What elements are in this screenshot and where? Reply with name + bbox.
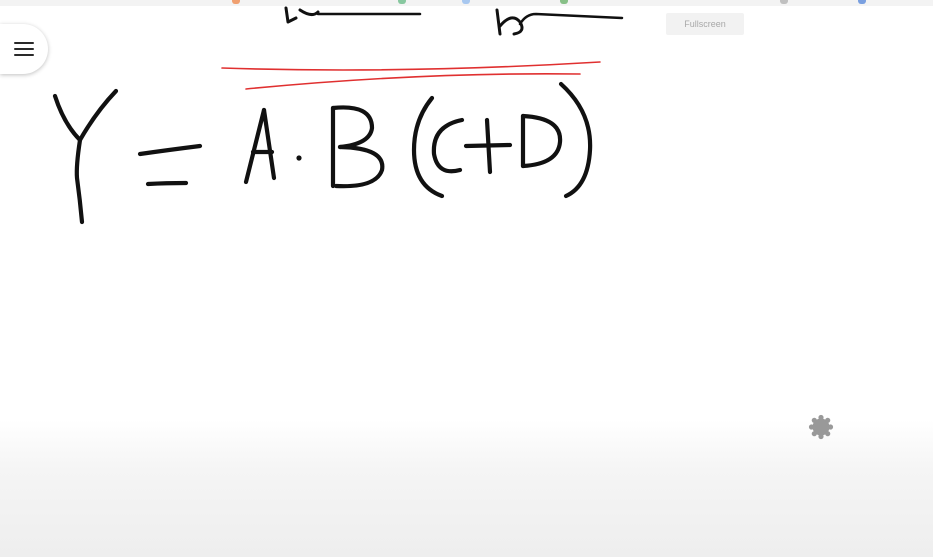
glyph-Y [55,91,116,222]
glyph-dot [296,155,301,160]
glyph-close-paren [561,84,590,196]
glyph-B [333,107,382,186]
glyph-equals [140,146,200,184]
glyph-C [434,120,462,171]
handwritten-equation [55,84,590,222]
fullscreen-tooltip: Fullscreen [666,13,744,35]
glyph-plus [466,120,510,172]
glyph-A [246,110,274,182]
red-underline [222,62,600,89]
glyph-D [523,116,560,166]
loading-spinner-icon [808,414,834,440]
prior-drawing-fragment [286,8,622,34]
glyph-open-paren [414,98,442,196]
